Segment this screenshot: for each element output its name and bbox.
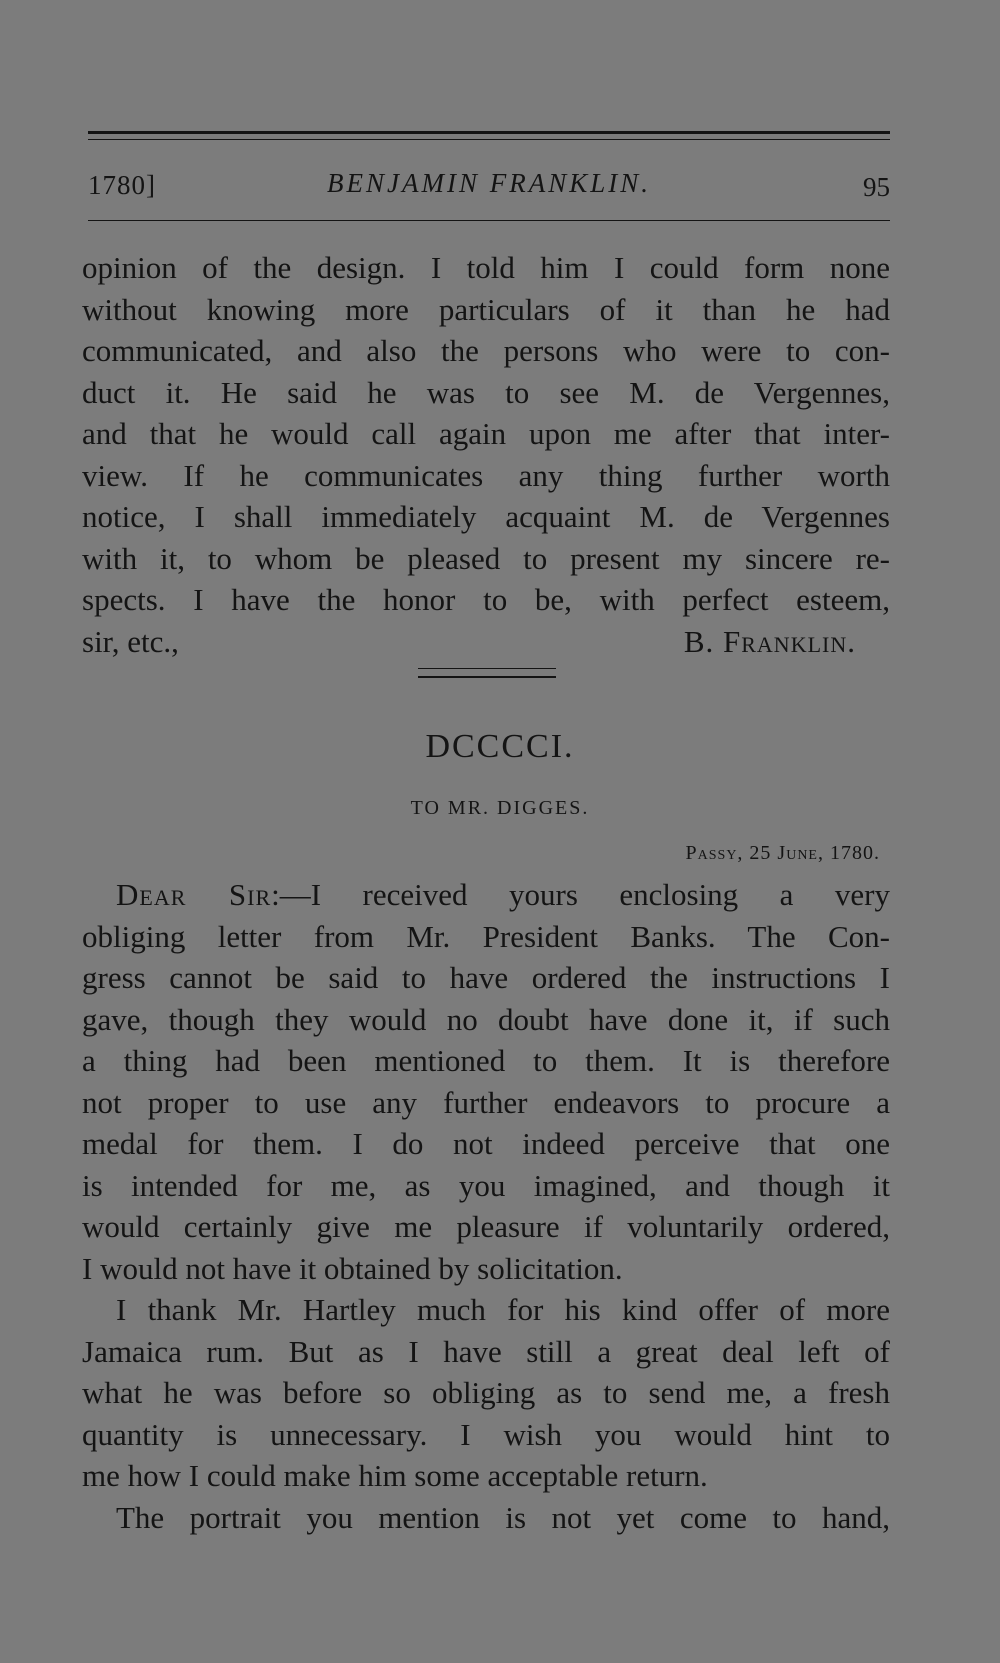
text-line: The portrait you mention is not yet come to hand, [116, 1499, 890, 1535]
text-line: gress cannot be said to have ordered the instructions I [82, 960, 890, 995]
text-line: and that he would call again upon me after that inter- [82, 416, 890, 451]
text-line: gave, though they would no doubt have done it, if such [82, 1001, 890, 1037]
text-line: quantity is unnecessary. I wish you would hint to [82, 1416, 890, 1452]
text-line: is intended for me, as you imagined, and though it [82, 1167, 890, 1203]
closing: sir, etc., [82, 623, 179, 659]
signature: B. Franklin. [683, 623, 856, 659]
header-title: BENJAMIN FRANKLIN. [327, 168, 651, 198]
closing-line [82, 621, 890, 663]
text-line: would certainly give me pleasure if voluntarily ordered, [82, 1209, 890, 1244]
salutation: Dear Sir [116, 877, 272, 912]
text-line: opinion of the design. I told him I could form none [82, 250, 890, 285]
text-line: I thank Mr. Hartley much for his kind offer of more [116, 1292, 890, 1327]
page-number: 95 [863, 172, 890, 202]
text-line: without knowing more particulars of it than he had [82, 291, 890, 327]
text-line: view. If he communicates any thing further worth [82, 457, 890, 493]
text-line: spects. I have the honor to be, with perfect esteem, [82, 582, 890, 617]
dateline: Passy, 25 June, 1780. [685, 842, 880, 864]
text-line: with it, to whom be pleased to present my sincere re- [82, 540, 890, 576]
header-rule-bottom [88, 220, 890, 221]
running-header [88, 164, 890, 204]
text-line: a thing had been mentioned to them. It is therefore [82, 1043, 890, 1078]
text-line: notice, I shall immediately acquaint M. de Vergennes [82, 499, 890, 534]
header-year: 1780] [88, 170, 156, 200]
letter-recipient: TO MR. DIGGES. [410, 797, 590, 819]
text-line: Jamaica rum. But as I have still a great deal left of [82, 1333, 890, 1369]
previous-letter-text [82, 247, 890, 662]
header-rule-top-thick [88, 131, 890, 134]
letter-number: DCCCCI. [425, 728, 575, 765]
text-line: communicated, and also the persons who were to con- [82, 333, 890, 368]
letter-text [82, 874, 890, 1538]
text-line: medal for them. I do not indeed perceive that one [82, 1126, 890, 1161]
text-line: duct it. He said he was to see M. de Vergennes, [82, 374, 890, 410]
text-line: not proper to use any further endeavors to procure a [82, 1084, 890, 1120]
text-line: what he was before so obliging as to send me, a fresh [82, 1375, 890, 1410]
text-line: obliging letter from Mr. President Banks. The Con- [82, 918, 890, 954]
section-divider-bottom [418, 676, 556, 678]
salutation-continuation: :—I received yours enclosing a very [271, 877, 890, 912]
header-rule-top-thin [88, 139, 890, 140]
salutation-line [82, 874, 890, 916]
section-divider-top [418, 668, 556, 669]
text-line: I would not have it obtained by solicitation. [82, 1250, 623, 1286]
text-line: me how I could make him some acceptable return. [82, 1458, 708, 1493]
